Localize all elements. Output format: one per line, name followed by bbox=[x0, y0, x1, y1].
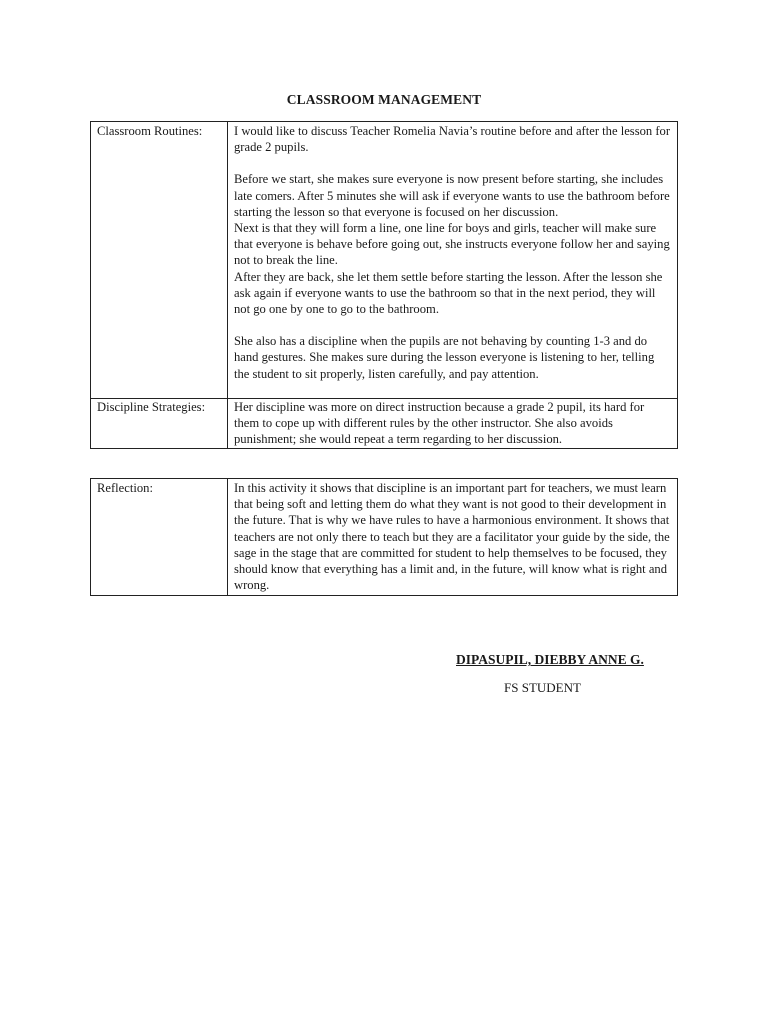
document-title: CLASSROOM MANAGEMENT bbox=[286, 92, 482, 107]
signature-name: DIPASUPIL, DIEBBY ANNE G. bbox=[456, 652, 644, 667]
paragraph: Next is that they will form a line, one line for boys and girls, teacher will make sure that everyone is behave before going out, she instructs everyone follow her and saying not to break the line. bbox=[234, 221, 670, 268]
paragraph: Her discipline was more on direct instruction because a grade 2 pupil, its hard for them to cope up with different rules by the other instructor. She also avoids punishment; she would repeat a term regarding to her discussion. bbox=[234, 400, 645, 447]
paragraph-spacer bbox=[234, 317, 671, 333]
paragraph: After they are back, she let them settle before starting the lesson. After the lesson she ask again if everyone wants to use the bathroom so that in the next period, they will not go one by one to go to the bathroom. bbox=[234, 269, 663, 317]
row-content-reflection bbox=[228, 479, 678, 596]
row-label-discipline-strategies: Discipline Strategies: bbox=[91, 399, 228, 449]
table-row bbox=[91, 122, 678, 399]
row-label-classroom-routines: Classroom Routines: bbox=[91, 122, 228, 399]
reflection-table bbox=[90, 478, 678, 596]
paragraph: In this activity it shows that discipline is an important part for teachers, we must learn that being soft and letting them do what they want is not good to their development in the future. That is why we have rules to have a harmonious environment. It shows that teachers are not only there to teach but they are a facilitator your guide by the side, the sage in the stage that are committed for student to help themselves to be focused, they should know that everything has a limit and, in the future, will know what is right and wrong. bbox=[234, 481, 670, 593]
paragraph: I would like to discuss Teacher Romelia Navia’s routine before and after the lesson for grade 2 pupils. bbox=[234, 124, 671, 155]
table-row bbox=[91, 479, 678, 596]
paragraph: Before we start, she makes sure everyone is now present before starting, she includes late comers. After 5 minutes she will ask if everyone wants to use the bathroom before starting the lesson so that everyone is focused on her discussion. bbox=[234, 172, 670, 219]
signature-role: FS STUDENT bbox=[504, 680, 581, 695]
paragraph-spacer bbox=[234, 155, 671, 171]
row-content-discipline-strategies bbox=[228, 399, 678, 449]
paragraph: She also has a discipline when the pupils are not behaving by counting 1-3 and do hand gestures. She makes sure during the lesson everyone is listening to her, telling the student to sit properly, listen carefully, and pay attention. bbox=[234, 334, 655, 381]
table-row bbox=[91, 399, 678, 449]
row-content-classroom-routines bbox=[228, 122, 678, 399]
row-label-reflection: Reflection: bbox=[91, 479, 228, 596]
routines-table bbox=[90, 121, 678, 449]
